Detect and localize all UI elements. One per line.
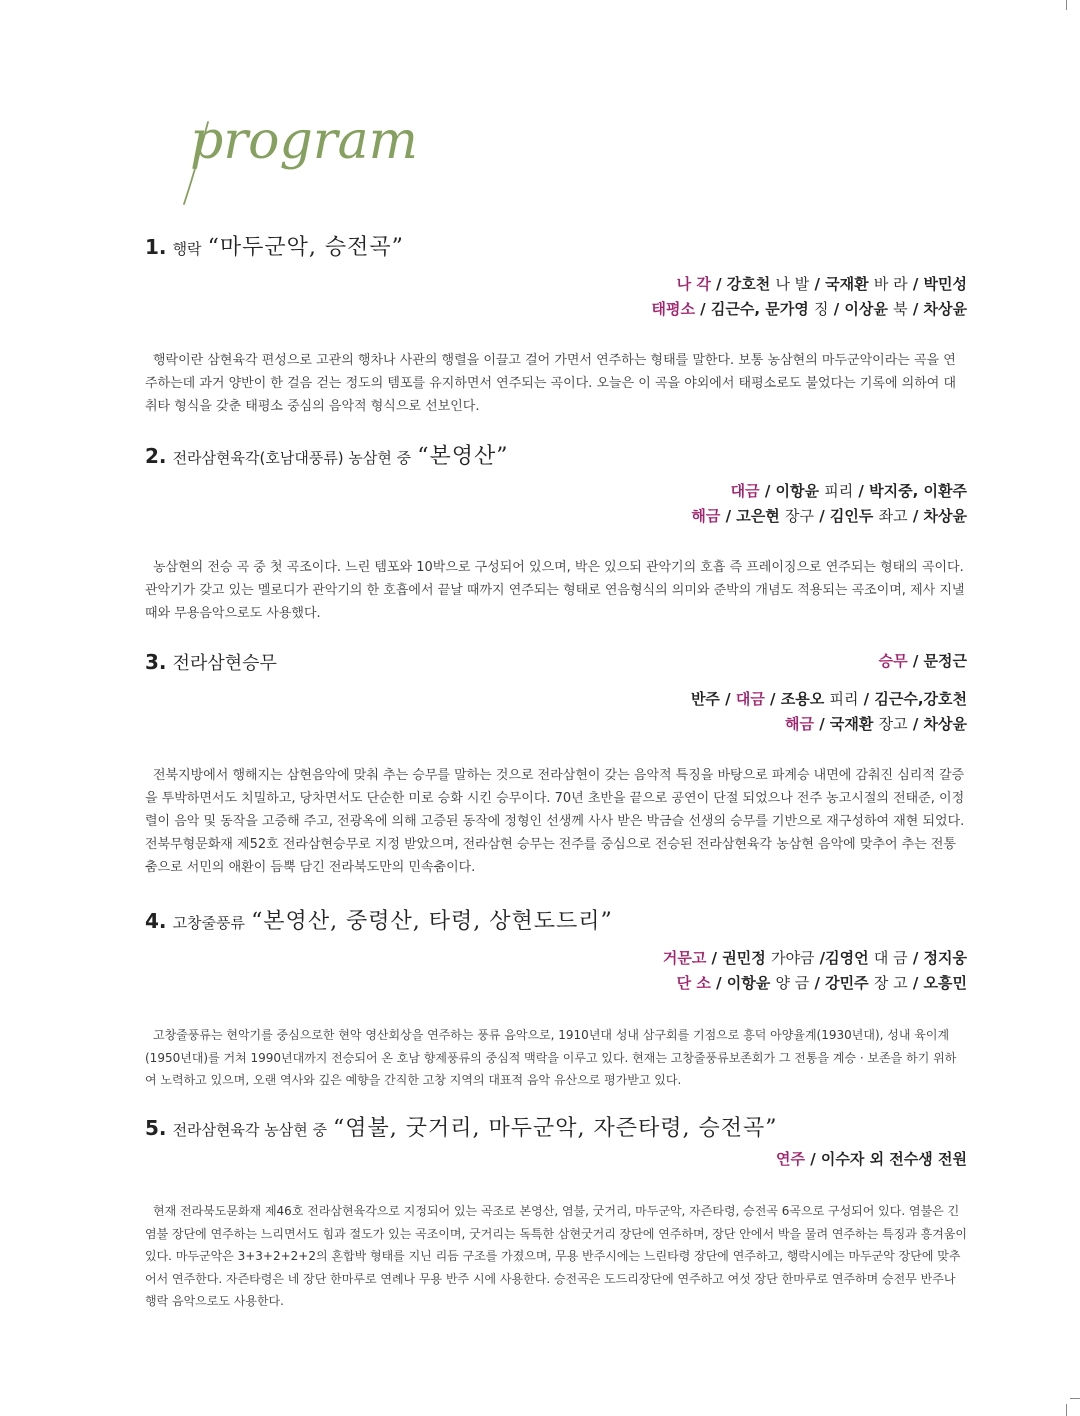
performer-name: / 차상윤 [907,507,967,525]
performer-name: / 이수자 외 전수생 전원 [804,1150,967,1168]
performer-name: / 정지웅 [907,949,967,967]
item-description: 전북지방에서 행해지는 삼현음악에 맞춰 추는 승무를 말하는 것으로 전라삼현이 갖는 음악적 특징을 바탕으로 파계승 내면에 감춰진 심리적 갈증을 투박하면서도 치밀하고, 당차면서도 단순한 미로 승화 시킨 승무이다. 70년 초반을 끝으로 공연이 단절 되었으나 전주 농고시절의 전태준, 이정렬이 음악 및 동작을 고증해 주고, 전광옥에 의해 고증된 동작에 정형인 선생께 사사 받은 박금슬 선생의 승무를 기반으로 재구성하여 재현 되었다. 전북무형문화재 제52호 전라삼현승무로 지정 받았으며, 전라삼현 승무는 전주를 중심으로 전승된 전라삼현육각 농삼현 음악에 맞추어 추는 전통춤으로 서민의 애환이 듬뿍 담긴 전라북도만의 민속춤이다. [145,768,965,875]
credit-line [145,297,967,322]
performer-name: / 차상윤 [907,300,967,318]
role-label: 대금 [730,482,760,500]
item-number: 4. [145,909,167,933]
performer-credits [145,687,967,737]
performer-name: / 이항윤 [710,974,776,992]
item-number: 2. [145,444,167,468]
performer-name: / 오흥민 [907,974,967,992]
instrument-label: 장 고 [873,974,908,992]
instrument-label: 바 라 [873,275,908,293]
role-label: 대금 [735,690,765,708]
program-item-title [145,908,967,936]
program-script-logo [150,92,418,212]
role-label: 해금 [785,715,814,733]
item-subtitle: 고창줄풍류 [172,914,246,932]
item-subtitle: 전라삼현승무 [172,653,277,674]
credit-line [145,479,967,504]
performer-name: / 국재환 [813,715,879,733]
instrument-label: 북 [893,300,908,318]
performer-credits [145,272,967,322]
item-piece-title: “본영산” [417,444,509,469]
item-piece-title: “본영산, 중령산, 타령, 상현도드리” [251,909,613,934]
credit-line [879,649,967,674]
performer-name: / 조용오 [764,690,830,708]
performer-name: / 강민주 [809,974,874,992]
performer-name: / 권민정 [706,949,771,967]
crop-mark [1066,0,1067,10]
performer-name: / 국재환 [809,275,874,293]
role-label: 태평소 [651,300,695,318]
performer-name: / 차상윤 [907,715,967,733]
performer-name: / 이상윤 [828,300,894,318]
performer-name: / 김근수, 문가영 [694,300,814,318]
role-label: 승무 [878,652,908,670]
program-item-2 [145,443,967,625]
item-number: 3. [145,650,167,674]
credit-line [145,272,967,297]
instrument-label: 양 금 [775,974,810,992]
item-piece-title: “마두군악, 승전곡” [207,235,404,260]
item-description: 현재 전라북도문화재 제46호 전라삼현육각으로 지정되어 있는 곡조로 본영산, 염불, 굿거리, 마두군악, 자즌타령, 승전곡 6곡으로 구성되어 있다. 염불은 긴염불 장단에 연주하는 느리면서도 힘과 절도가 있는 곡조이며, 굿거리는 독특한 삼현굿거리 장단에 연주하며, 장단 안에서 박을 물려 연주하는 특징과 흥겨움이 있다. 마두군악은 3+3+2+2+2의 혼합박 형태를 지닌 리듬 구조를 가졌으며, 무용 반주시에는 느린타령 장단에 연주하고, 행락시에는 마두군악 장단에 맞추어서 연주한다. 자즌타령은 네 장단 한마루로 연례나 무용 반주 시에 사용한다. 승전곡은 도드리장단에 연주하고 여섯 장단 한마루로 연주하며 승전무 반주나 행락 음악으로도 사용한다. [145,1204,967,1308]
credit-line [145,1147,967,1172]
instrument-label: 나 발 [775,275,810,293]
role-label: 거문고 [662,949,707,967]
item-description: 행락이란 삼현육각 편성으로 고관의 행차나 사관의 행렬을 이끌고 걸어 가면서 연주하는 형태를 말한다. 보통 농삼현의 마두군악이라는 곡을 연주하는데 과거 양반이 한 걸음 걷는 정도의 템포를 유지하면서 연주되는 곡이다. 오늘은 이 곡을 야외에서 태평소로도 불었다는 기록에 의하여 대취타 형식을 갖춘 태평소 중심의 음악적 형식으로 선보인다. [145,353,957,414]
program-item-title [145,234,967,262]
program-item-4 [145,908,967,1092]
performer-name: / 문정근 [907,652,967,670]
item-piece-title: “염불, 굿거리, 마두군악, 자즌타령, 승전곡” [333,1116,778,1141]
role-label: 연주 [776,1150,805,1168]
role-label: 나 각 [676,275,711,293]
program-item-title [145,649,967,677]
instrument-label: 피리 [829,690,859,708]
instrument-label: 장구 [785,507,814,525]
program-item-5 [145,1115,967,1313]
program-item-3 [145,649,967,879]
item-subtitle: 전라삼현육각(호남대풍류) 농삼현 중 [172,449,412,467]
program-item-title [145,443,967,471]
instrument-label: 좌고 [878,507,908,525]
item-subtitle: 전라삼현육각 농삼현 중 [172,1121,327,1139]
credit-line [145,971,967,996]
dance-credit [879,649,967,674]
instrument-label: 징 [813,300,829,318]
program-logo-text: program [190,111,418,171]
crop-mark [1066,1404,1067,1416]
credit-line [145,712,967,737]
performer-name: / 김근수,강호천 [858,690,967,708]
instrument-label: 장고 [878,715,908,733]
program-item-1 [145,234,967,418]
item-number: 5. [145,1116,167,1140]
performer-name: 반주 / [690,690,736,708]
performer-name: / 박민성 [907,275,967,293]
credit-line [145,946,967,971]
performer-name: / 고은현 [720,507,785,525]
role-label: 단 소 [676,974,711,992]
performer-credits [145,1147,967,1172]
performer-name: /김영언 [814,949,874,967]
crop-mark [1070,1398,1080,1399]
item-subtitle: 행락 [172,240,202,258]
instrument-label: 피리 [824,482,854,500]
performer-name: / 박지중, 이환주 [853,482,967,500]
item-description: 농삼현의 전승 곡 중 첫 곡조이다. 느린 템포와 10박으로 구성되어 있으며, 박은 있으되 관악기의 호흡 즉 프레이징으로 연주되는 형태의 곡이다. 관악기가 갖고 있는 멜로디가 관악기의 한 호흡에서 끝날 때까지 연주되는 형태로 연음형식의 의미와 준박의 개념도 적용되는 곡조이며, 제사 지낼 때와 무용음악으로도 사용했다. [145,560,965,621]
performer-credits [145,946,967,996]
instrument-label: 대 금 [873,949,908,967]
item-description: 고창줄풍류는 현악기를 중심으로한 현악 영산회상을 연주하는 풍류 음악으로, 1910년대 성내 삼구회를 기점으로 흥덕 아양율계(1930년대), 성내 육이계(1950년대)를 거쳐 1990년대까지 전승되어 온 호남 향제풍류의 중심적 맥락을 이루고 있다. 현재는 고창줄풍류보존회가 그 전통을 계승 · 보존을 하기 위하여 노력하고 있으며, 오랜 역사와 깊은 예향을 간직한 고창 지역의 대표적 음악 유산으로 평가받고 있다. [145,1028,957,1087]
credit-line [145,504,967,529]
performer-name: / 강호천 [710,275,776,293]
performer-name: / 이항윤 [759,482,825,500]
role-label: 해금 [691,507,721,525]
performer-credits [145,479,967,529]
performer-name: / 김인두 [813,507,879,525]
instrument-label: 가야금 [770,949,815,967]
item-number: 1. [145,235,167,259]
program-item-title [145,1115,967,1143]
credit-line [145,687,967,712]
